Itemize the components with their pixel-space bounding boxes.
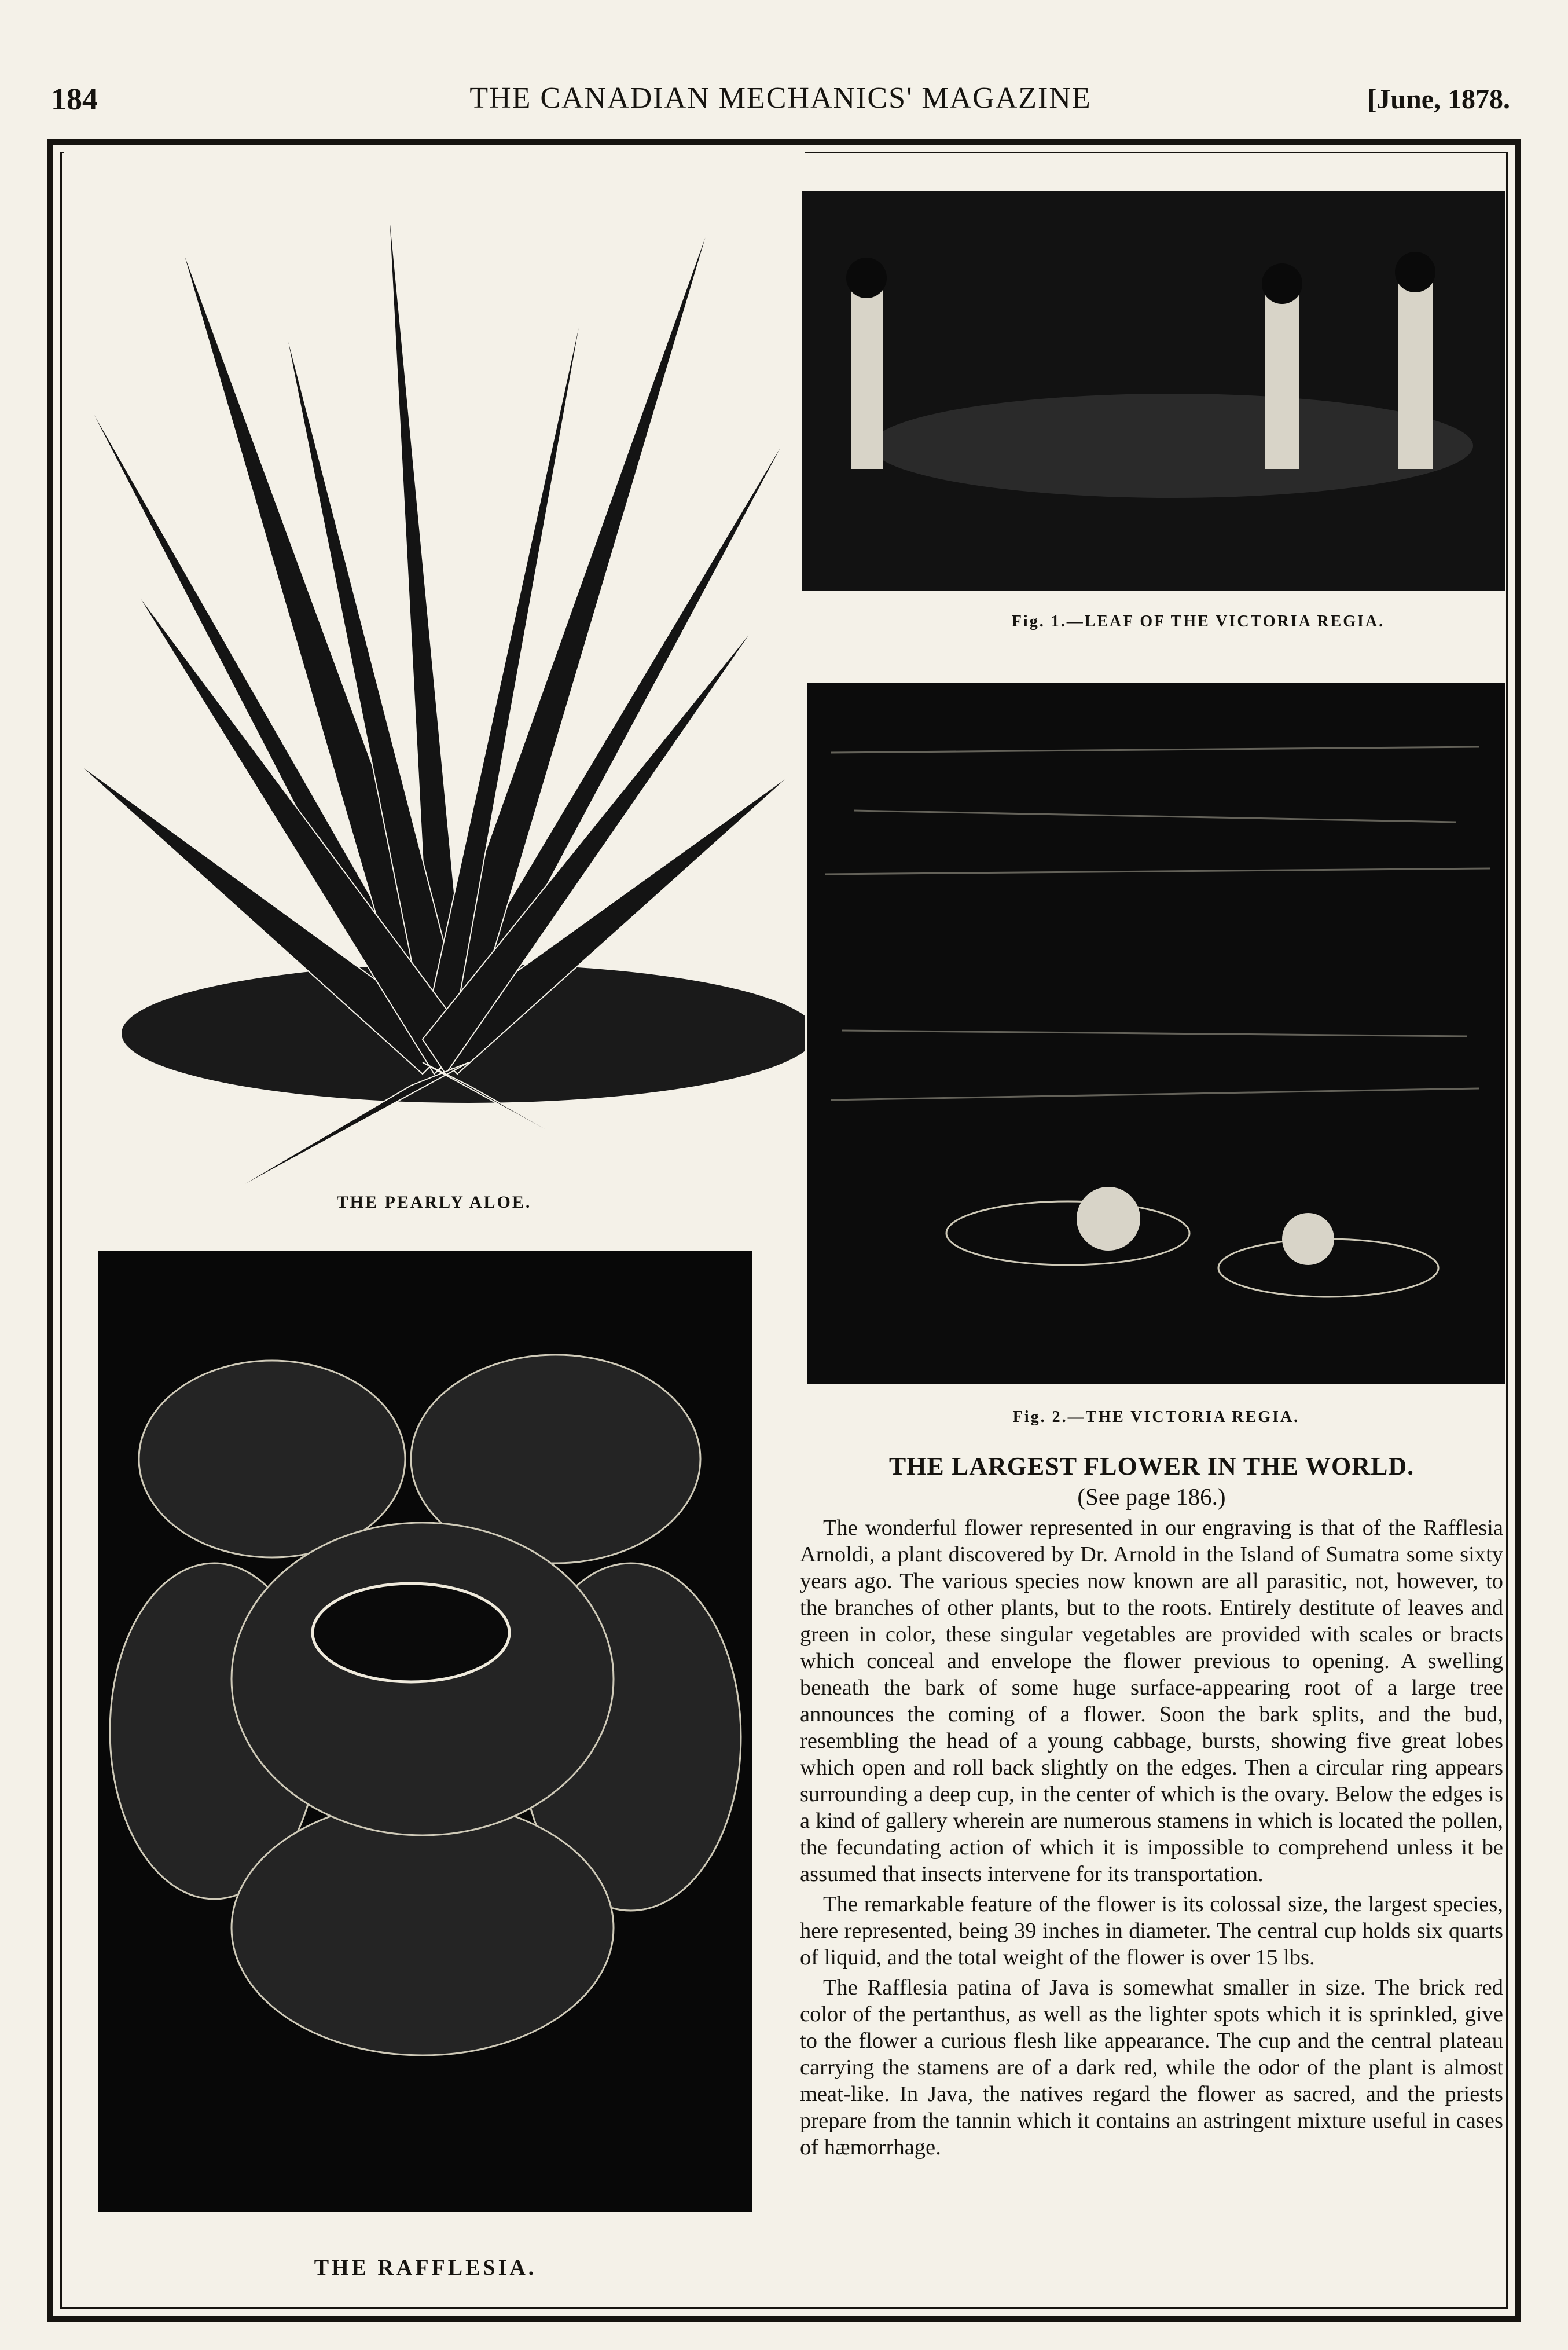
fig-2-caption: Fig. 2.—THE VICTORIA REGIA. [1012, 1408, 1300, 1426]
victoria-regia-leaf-illustration [802, 191, 1505, 591]
masthead-title: THE CANADIAN MECHANICS' MAGAZINE [469, 82, 1092, 115]
article-paragraph: The Rafflesia patina of Java is somewhat smaller in size. The brick red color of the pertanthus, as well as the lighter spots which it is sprinkled, give to the flower a curious flesh like appearance. The cup and the central plateau carrying the stamens are of a dark red, while the odor of the plant is almost meat-like. In Java, the natives regard the flower as sacred, and the priests prepare from the tannin which it contains an astringent mixture useful in cases of hæmorrhage. [800, 1975, 1503, 2160]
article [800, 1453, 1503, 2164]
article-paragraph: The remarkable feature of the flower is its colossal size, the largest species, here represented, being 39 inches in diameter. The central cup holds six quarts of liquid, and the total weight of the flower is over 15 lbs. [800, 1892, 1503, 1970]
article-title: THE LARGEST FLOWER IN THE WORLD. [888, 1452, 1415, 1480]
rafflesia-illustration [98, 1251, 752, 2212]
article-see-page: (See page 186.) [1077, 1483, 1226, 1510]
rafflesia-caption: THE RAFFLESIA. [314, 2256, 537, 2280]
fig-1-caption: Fig. 1.—LEAF OF THE VICTORIA REGIA. [1011, 613, 1385, 630]
issue-date: [June, 1878. [1367, 84, 1510, 115]
pearly-aloe-illustration [64, 148, 805, 1184]
page-number: 184 [51, 82, 98, 116]
pearly-aloe-caption: THE PEARLY ALOE. [336, 1193, 532, 1212]
victoria-regia-illustration [807, 683, 1505, 1384]
page-header [51, 81, 1510, 127]
article-paragraph: The wonderful flower represented in our engraving is that of the Rafflesia Arnoldi, a plant discovered by Dr. Arnold in the Island of Sumatra some sixty years ago. The various species now known are all parasitic, not, however, to the branches of other plants, but to the roots. Entirely destitute of leaves and green in color, these singular vegetables are provided with scales or bracts which conceal and envelope the flower previous to opening. A swelling beneath the bark of some huge surface-appearing root of a large tree announces the coming of a flower. Soon the bark splits, and the bud, resembling the head of a young cabbage, bursts, showing five great lobes which open and roll back slightly on the edges. Then a circular ring appears surrounding a deep cup, in the center of which is the ovary. Below the edges is a kind of gallery wherein are numerous stamens in which is located the pollen, the fecundating action of which it is impossible to comprehend unless it be assumed that insects intervene for its transportation. [800, 1516, 1503, 1886]
